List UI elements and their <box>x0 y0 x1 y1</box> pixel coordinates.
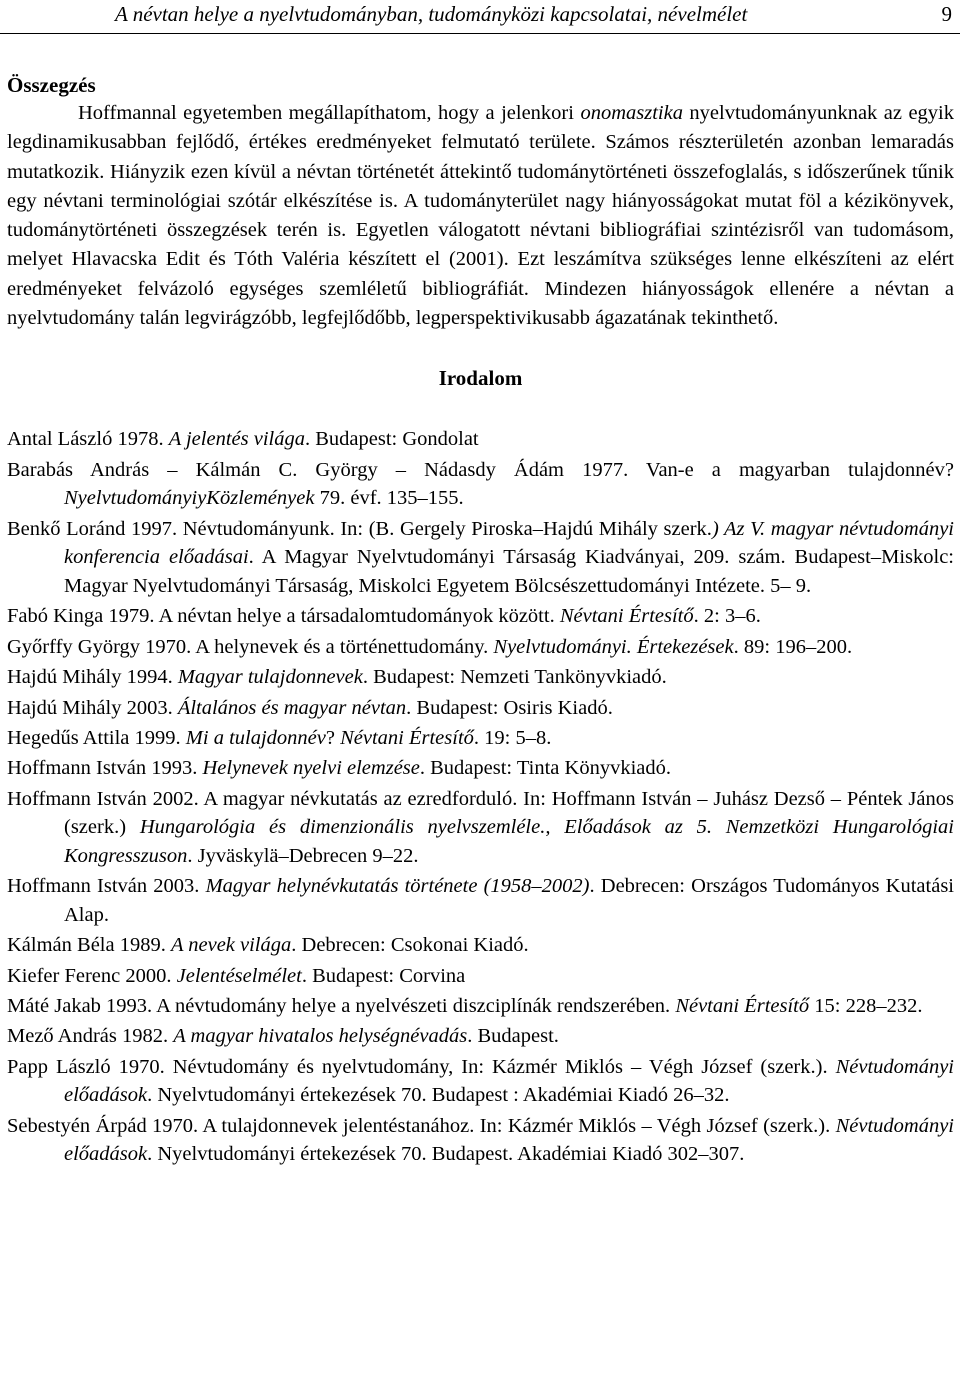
reference-entry <box>7 1053 954 1110</box>
reference-title-italic: A magyar hivatalos helységnévadás <box>173 1025 468 1048</box>
references-heading: Irodalom <box>438 366 523 391</box>
page-header <box>0 0 960 34</box>
reference-text: . Budapest: Osiris Kiadó. <box>406 696 613 719</box>
reference-entry <box>7 992 954 1021</box>
reference-text: Antal László 1978. <box>7 428 169 451</box>
reference-title-italic: ) Az V. magyar névtudományi konferencia előadásai <box>64 517 954 569</box>
reference-entry <box>7 724 954 753</box>
reference-text: Benkő Loránd 1997. Névtudományunk. In: (B. Gergely Piroska–Hajdú Mihály szerk. <box>7 517 712 540</box>
page-content <box>7 71 954 1171</box>
reference-title-italic: Helynevek nyelvi elemzése <box>202 757 420 780</box>
reference-text: 79. évf. 135–155. <box>314 487 464 510</box>
summary-text-1: Hoffmannal egyetemben megállapíthatom, hogy a jelenkori <box>78 102 581 124</box>
reference-title-italic: Hungarológia és dimenzionális nyelvszemléle., Előadások az 5. Nemzetközi Hungarológiai Kongresszuson <box>64 816 954 867</box>
reference-text: 15: 228–232. <box>809 995 923 1018</box>
reference-text: . Jyväskylä–Debrecen 9–22. <box>187 844 419 867</box>
reference-text: . 19: 5–8. <box>473 726 552 749</box>
reference-text: Hajdú Mihály 1994. <box>7 666 178 689</box>
reference-text: Kálmán Béla 1989. <box>7 934 171 957</box>
reference-text: . 2: 3–6. <box>693 605 761 628</box>
reference-text: Győrffy György 1970. A helynevek és a történettudomány. <box>7 635 494 658</box>
reference-text: Hoffmann István 2002. A magyar névkutatás az ezredforduló. In: Hoffmann István – Juhász Dezső – Péntek János (szerk.) <box>7 787 954 839</box>
reference-text: . A Magyar Nyelvtudományi Társaság Kiadványai, 209. szám. Budapest–Miskolc: Magyar Nyelvtudományi Társaság, Miskolci Egyetem Bölcsészettudományi Intézete. 5– 9. <box>64 546 954 597</box>
running-title: A névtan helye a nyelvtudományban, tudományközi kapcsolatai, névelmélet <box>115 2 748 26</box>
summary-paragraph <box>7 99 954 333</box>
reference-title-italic: Magyar helynévkutatás története (1958–2002) <box>205 875 590 898</box>
reference-title-italic: Névtudományi előadások <box>64 1055 954 1107</box>
reference-entry <box>7 931 954 960</box>
summary-heading: Összegzés <box>7 73 96 97</box>
reference-entry <box>7 456 954 513</box>
reference-title-italic: NyelvtudományiyKözlemények <box>64 487 315 510</box>
reference-title-italic: Névtani Értesítő <box>675 995 810 1018</box>
reference-text: Hegedűs Attila 1999. <box>7 726 186 749</box>
reference-title-italic: Általános és magyar névtan <box>177 696 407 719</box>
reference-text: Fabó Kinga 1979. A névtan helye a társadalomtudományok között. <box>7 605 560 628</box>
summary-term-italic: onomasztika <box>580 102 683 124</box>
reference-title-italic: Névtudományi előadások <box>64 1114 954 1166</box>
reference-entry <box>7 1022 954 1051</box>
reference-entry <box>7 633 954 662</box>
reference-entry <box>7 785 954 871</box>
reference-text: ? <box>325 726 341 749</box>
reference-text: . Budapest: Corvina <box>301 964 466 987</box>
reference-title-italic: A jelentés világa <box>168 428 305 451</box>
reference-text: Sebestyén Árpád 1970. A tulajdonnevek jelentéstanához. In: Kázmér Miklós – Végh József (szerk.). <box>7 1114 836 1137</box>
reference-text: . Debrecen: Csokonai Kiadó. <box>291 934 529 957</box>
reference-title-italic: Nyelvtudományi. Értekezések <box>493 635 734 658</box>
reference-text: . Budapest: Tinta Könyvkiadó. <box>419 757 672 780</box>
reference-entry <box>7 962 954 991</box>
reference-entry <box>7 602 954 631</box>
reference-text: Máté Jakab 1993. A névtudomány helye a nyelvészeti diszciplínák rendszerében. <box>7 995 676 1018</box>
reference-text: . Nyelvtudományi értekezések 70. Budapest. Akadémiai Kiadó 302–307. <box>147 1143 745 1166</box>
reference-title-italic: Jelentéselmélet <box>176 964 302 987</box>
reference-text: . Budapest: Gondolat <box>304 428 479 451</box>
reference-list <box>7 392 954 1169</box>
reference-title-italic: Magyar tulajdonnevek <box>177 666 363 689</box>
reference-text: Mező András 1982. <box>7 1025 174 1048</box>
reference-entry <box>7 754 954 783</box>
reference-title-italic: Névtani Értesítő <box>559 605 694 628</box>
reference-title-italic: Mi a tulajdonnév <box>185 726 326 749</box>
reference-entry <box>7 694 954 723</box>
summary-text-2: nyelvtudományunknak az egyik legdinamikusabban fejlődő, értékes eredményeket felmutató területe. Számos részterületén azonban lemaradás mutatkozik. Hiányzik ezen kívül a névtan történetét áttekintő tudománytörténeti összefoglalás, s időszerűnek tűnik egy névtani terminológiai szótár elkészítése is. A tudományterület nagy hiányosságokat mutat föl a kézikönyvek, tudománytörténeti összegzések terén is. Egyetlen válogatott névtani bibliográfiai szintézisről van tudomásom, melyet Hlavacska Edit és Tóth Valéria készített el (2001). Ezt leszámítva szükséges lenne elkészíteni az elért eredményeket felvázoló egységes szemléletű bibliográfiát. Mindezen hiányosságok ellenére a névtan a nyelvtudomány talán legvirágzóbb, legfejlődőbb, legperspektivikusabb ágazatának tekinthető. <box>7 102 954 330</box>
reference-text: Papp László 1970. Névtudomány és nyelvtudomány, In: Kázmér Miklós – Végh József (szerk.). <box>7 1055 836 1078</box>
reference-text: Kiefer Ferenc 2000. <box>7 964 177 987</box>
reference-text: . Budapest. <box>467 1025 559 1048</box>
reference-entry <box>7 425 954 454</box>
reference-entry <box>7 663 954 692</box>
reference-text: . 89: 196–200. <box>733 635 853 658</box>
reference-text: Hoffmann István 2003. <box>7 875 206 898</box>
reference-text: Hajdú Mihály 2003. <box>7 696 178 719</box>
reference-entry <box>7 872 954 929</box>
reference-title-italic: Névtani Értesítő <box>340 726 474 749</box>
reference-entry <box>7 1112 954 1169</box>
reference-text: Hoffmann István 1993. <box>7 757 203 780</box>
reference-text: . Debrecen: Országos Tudományos Kutatási Alap. <box>64 875 955 926</box>
reference-entry <box>7 515 954 601</box>
reference-text: . Nyelvtudományi értekezések 70. Budapest : Akadémiai Kiadó 26–32. <box>147 1084 730 1107</box>
reference-text: . Budapest: Nemzeti Tankönyvkiadó. <box>362 666 667 689</box>
reference-title-italic: A nevek világa <box>170 934 292 957</box>
page-number: 9 <box>941 2 952 26</box>
reference-text: Barabás András – Kálmán C. György – Nádasdy Ádám 1977. Van-e a magyarban tulajdonnév? <box>7 458 954 481</box>
